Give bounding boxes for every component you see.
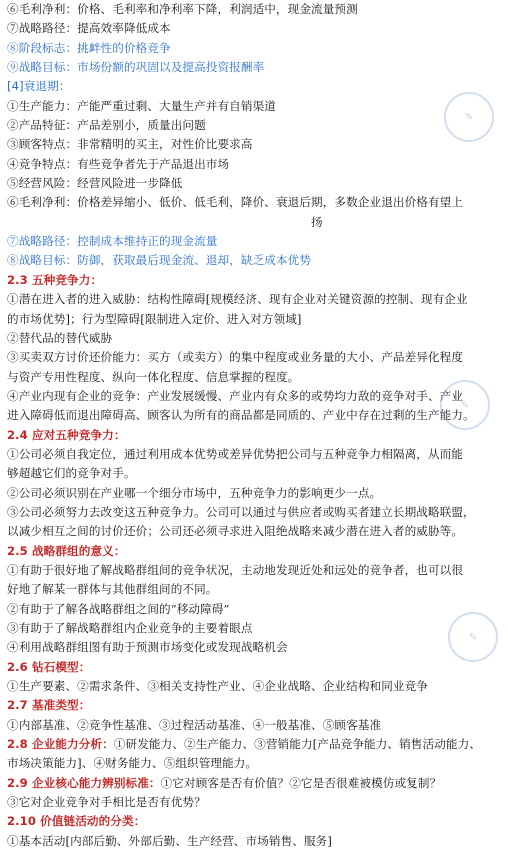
text-line: ③有助于了解战略群组内企业竞争的主要着眼点 [7,621,253,635]
text-line: ③顾客特点：非常精明的买主，对性价比要求高 [7,137,253,152]
text-line: ①公司必须自我定位，通过利用成本优势或差异优势把公司与五种竞争力相隔离，从而能 [7,446,464,461]
watermark-logo-icon: ✎ [440,380,490,430]
text-line: ⑥毛利净利：价格、毛利率和净利率下降，利润适中，现金流量预测 [7,2,358,16]
text-line: ⑧战略目标：防御，获取最后现金流、退却，缺乏成本优势 [7,253,312,268]
section-inline-text: ①研发能力、②生产能力、③营销能力[产品竞争能力、销售活动能力、 [113,737,481,752]
section-inline-text: ①它对顾客是否有价值？②它是否很难被模仿或复制？ [160,775,442,790]
text-line: ②有助于了解各战略群组之间的“移动障碍” [7,601,230,616]
text-line: ①基本活动[内部后勤、外部后勤、生产经营、市场销售、服务] [7,833,332,848]
text-line: ①生产要素、②需求条件、③相关支持性产业、④企业战略、企业结构和同业竞争 [7,679,428,694]
text-line: ④竞争特点：有些竞争者先于产品退出市场 [7,156,230,171]
text-line: ④利用战略群组图有助于预测市场变化或发现战略机会 [7,640,288,655]
text-line: ⑦战略路径：提高效率降低成本 [7,21,171,36]
section-heading: 2.6 钻石模型： [7,659,91,674]
text-line: 以减少相互之间的讨价还价；公司还必须寻求进入阻绝战略来减少潜在进入者的威胁等。 [7,524,464,539]
text-line: ②产品特征：产品差别小，质量出问题 [7,118,206,133]
text-line: ③买卖双方讨价还价能力：买方（或卖方）的集中程度或业务量的大小、产品差异化程度 [7,350,464,365]
text-line: 够超越它们的竞争对手。 [7,466,136,481]
text-line: ①有助于很好地了解战略群组间的竞争状况，主动地发现近处和远处的竞争者，也可以很 [7,562,464,577]
text-line: ②公司必须识别在产业哪一个细分市场中，五种竞争力的影响更少一点。 [7,485,382,500]
text-line: 的市场优势]；行为型障碍[限制进入定价、进入对方领域] [7,311,302,326]
section-heading: 2.5 战略群组的意义： [7,543,126,558]
text-line: 市场决策能力]、④财务能力、⑤组织管理能力。 [7,756,258,771]
text-line: ④产业内现有企业的竞争：产业发展缓慢、产业内有众多的或势均力敌的竞争对手、产业 [7,388,464,403]
text-line: ⑥毛利净利：价格差异缩小、低价、低毛利，降价、衰退后期，多数企业退出价格有望上 [7,195,464,210]
text-line [7,774,503,793]
text-line [7,735,503,754]
watermark-logo-icon: ✎ [448,612,498,662]
section-heading: 2.4 应对五种竞争力： [7,427,126,442]
text-line: ⑦战略路径：控制成本维持正的现金流量 [7,234,218,249]
text-line: [4]衰退期： [7,79,71,94]
text-line: ①生产能力：产能严重过剩、大量生产并有自销渠道 [7,98,276,113]
text-line: 与资产专用性程度、纵向一体化程度、信息掌握的程度。 [7,369,300,384]
text-line: ①内部基准、②竞争性基准、③过程活动基准、④一般基准、⑤顾客基准 [7,717,382,732]
text-line: ⑤经营风险：经营风险进一步降低 [7,176,183,191]
section-heading: 2.7 基准类型： [7,698,91,713]
text-line: 扬 [311,214,323,229]
text-line: 进入障碍低而退出障碍高、顾客认为所有的商品都是同质的、产业中存在过剩的生产能力。 [7,408,475,423]
section-heading-label: 2.9 企业核心能力辨别标准： [7,775,161,790]
text-line: ⑧阶段标志：挑衅性的价格竞争 [7,40,171,55]
text-line: ①潜在进入者的进入威胁：结构性障碍[规模经济、现有企业对关键资源的控制、现有企业 [7,292,468,307]
section-heading-label: 2.8 企业能力分析： [7,737,114,752]
section-heading: 2.10 价值链活动的分类： [7,814,146,829]
text-line: 好地了解某一群体与其他群组间的不同。 [7,582,218,597]
text-line: ③公司必须努力去改变这五种竞争力。公司可以通过与供应者或购买者建立长期战略联盟， [7,504,475,519]
text-line: ⑨战略目标：市场份额的巩固以及提高投资报酬率 [7,60,265,75]
watermark-logo-icon: ✎ [444,92,494,142]
text-line: ②替代品的替代威胁 [7,330,113,345]
section-heading: 2.3 五种竞争力： [7,272,103,287]
text-line: ③它对企业竞争对手相比是否有优势？ [7,795,206,810]
